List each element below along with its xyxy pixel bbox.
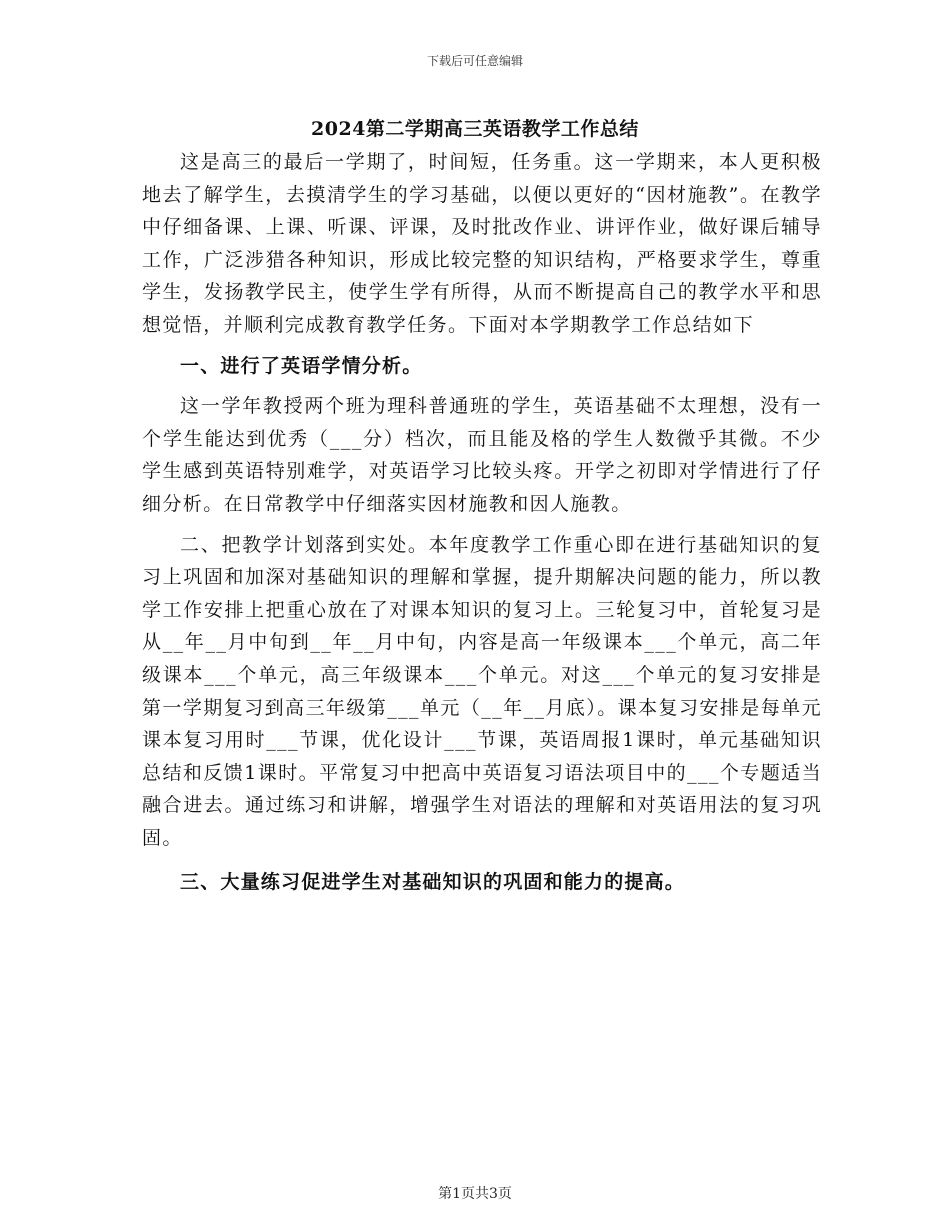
intro-paragraph: 这是高三的最后一学期了，时间短，任务重。这一学期来，本人更积极地去了解学生，去摸清学生的学习基础，以便以更好的“因材施教”。在教学中仔细备课、上课、听课、评课，及时批改作业、讲评作业，做好课后辅导工作，广泛涉猎各种知识，形成比较完整的知识结构，严格要求学生，尊重学生，发扬教学民主，使学生学有所得，从而不断提高自己的教学水平和思想觉悟，并顺利完成教育教学任务。下面对本学期教学工作总结如下: [142, 151, 822, 336]
section-2-paragraph: 二、把教学计划落到实处。本年度教学工作重心即在进行基础知识的复习上巩固和加深对基础知识的理解和掌握，提升期解决问题的能力，所以教学工作安排上把重心放在了对课本知识的复习上。三轮复习中，首轮复习是从__年__月中旬到__年__月中旬，内容是高一年级课本___个单元，高二年级课本___个单元，高三年级课本___个单元。对这___个单元的复习安排是第一学期复习到高三年级第___单元（__年__月底）。课本复习安排是每单元课本复习用时___节课，优化设计___节课，英语周报1课时，单元基础知识总结和反馈1课时。平常复习中把高中英语复习语法项目中的___个专题适当融合进去。通过练习和讲解，增强学生对语法的理解和对英语用法的复习巩固。: [142, 533, 822, 849]
page-footer-number: 第1页共3页: [438, 1186, 512, 1202]
document-body: [142, 146, 822, 899]
page-header-note: 下载后可任意编辑: [426, 54, 523, 68]
section-1-paragraph: 这一学年教授两个班为理科普通班的学生，英语基础不太理想，没有一个学生能达到优秀（___分）档次，而且能及格的学生人数微乎其微。不少学生感到英语特别难学，对英语学习比较头疼。开学之初即对学情进行了仔细分析。在日常教学中仔细落实因材施教和因人施教。: [142, 395, 822, 515]
document-title: 2024第二学期高三英语教学工作总结: [311, 118, 639, 140]
section-1-heading: 一、进行了英语学情分析。: [180, 354, 423, 377]
section-3-heading: 三、大量练习促进学生对基础知识的巩固和能力的提高。: [180, 871, 686, 894]
